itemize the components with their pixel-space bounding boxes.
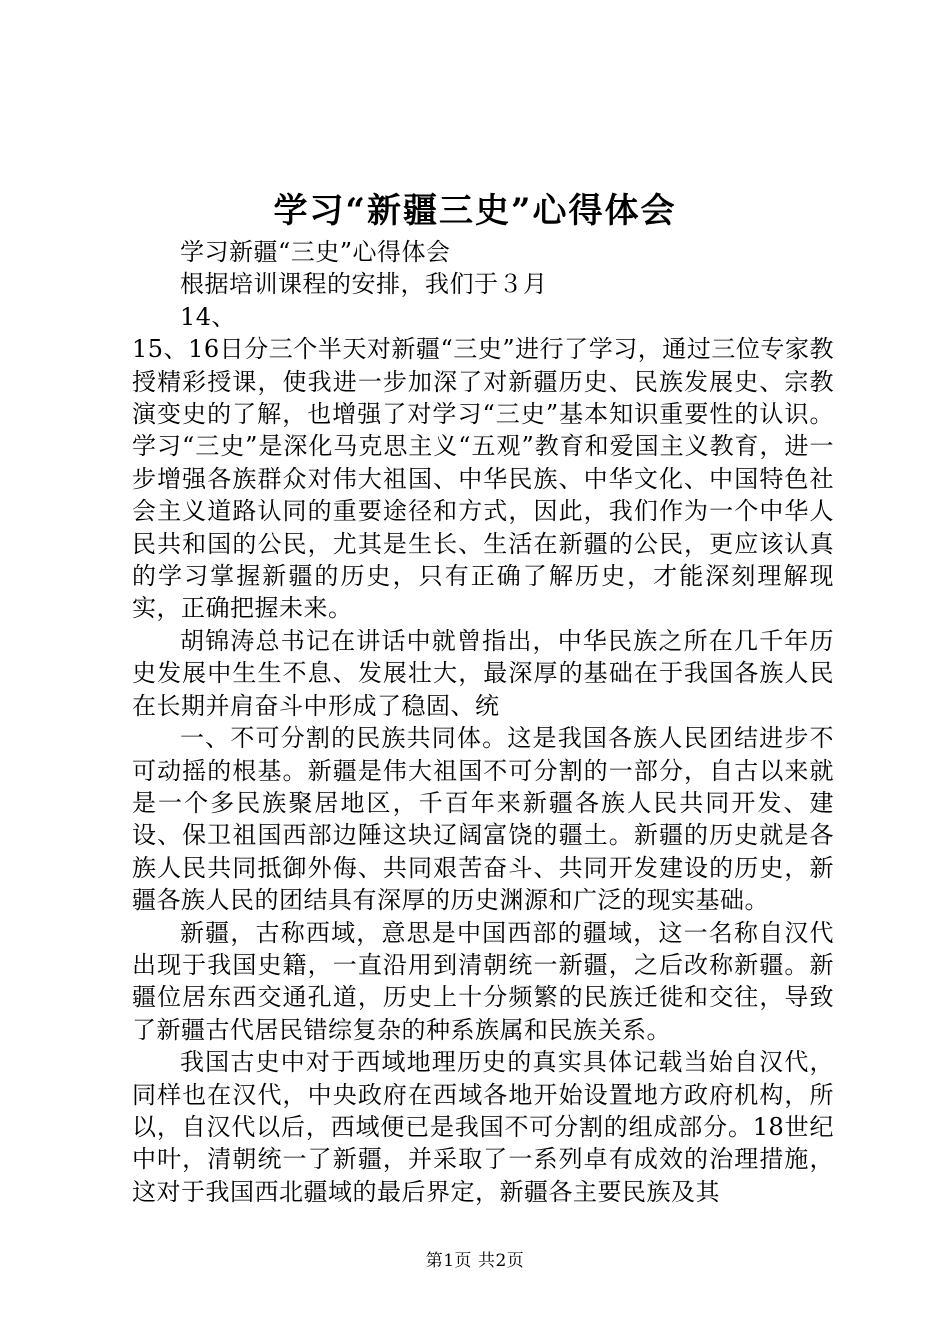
document-title: 学习“新疆三史”心得体会	[273, 191, 677, 231]
body-paragraph: 新疆，古称西域，意思是中国西部的疆域，这一名称自汉代出现于我国史籍，一直沿用到清朝统一新疆，之后改称新疆。新疆位居东西交通孔道，历史上十分频繁的民族迁徙和交往，导致了新疆古代居民错综复杂的种系族属和民族关系。	[132, 918, 834, 1044]
body-paragraph: 根据培训课程的安排，我们于３月	[180, 270, 548, 299]
body-paragraph: 学习新疆“三史”心得体会	[180, 238, 451, 266]
body-paragraph: 胡锦涛总书记在讲话中就曾指出，中华民族之所在几千年历史发展中生生不息、发展壮大，最深厚的基础在于我国各族人民在长期并肩奋斗中形成了稳固、统	[132, 626, 834, 720]
document-body	[132, 236, 834, 1208]
body-paragraph: 我国古史中对于西域地理历史的真实具体记载当始自汉代，同样也在汉代，中央政府在西域各地开始设置地方政府机构，所以，自汉代以后，西域便已是我国不可分割的组成部分。18世纪中叶，清朝统一了新疆，并采取了一系列卓有成效的治理措施，这对于我国西北疆域的最后界定，新疆各主要民族及其	[132, 1048, 834, 1206]
page-footer: 第1页 共2页	[425, 1251, 525, 1271]
body-paragraph: 15、16日分三个半天对新疆“三史”进行了学习，通过三位专家教授精彩授课，使我进一步加深了对新疆历史、民族发展史、宗教演变史的了解，也增强了对学习“三史”基本知识重要性的认识。学习“三史”是深化马克思主义“五观”教育和爱国主义教育，进一步增强各族群众对伟大祖国、中华民族、中华文化、中国特色社会主义道路认同的重要途径和方式，因此，我们作为一个中华人民共和国的公民，尤其是生长、生活在新疆的公民，更应该认真的学习掌握新疆的历史，只有正确了解历史，才能深刻理解现实，正确把握未来。	[132, 335, 834, 623]
body-paragraph: 14、	[180, 302, 237, 331]
body-paragraph: 一、不可分割的民族共同体。这是我国各族人民团结进步不可动摇的根基。新疆是伟大祖国不可分割的一部分，自古以来就是一个多民族聚居地区，千百年来新疆各族人民共同开发、建设、保卫祖国西部边陲这块辽阔富饶的疆土。新疆的历史就是各族人民共同抵御外侮、共同艰苦奋斗、共同开发建设的历史，新疆各族人民的团结具有深厚的历史渊源和广泛的现实基础。	[132, 724, 834, 915]
